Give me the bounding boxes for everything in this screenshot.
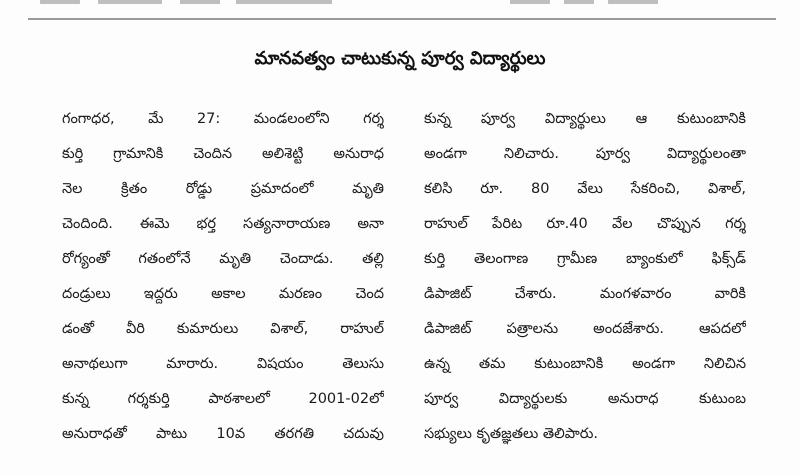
body-text-line: డిపాజిట్ పత్రాలను అందజేశారు. ఆపదలో bbox=[424, 321, 746, 337]
body-text-line: కుర్తి తెలంగాణ గ్రామీణ బ్యాంకులో ఫిక్స్‌డ్ bbox=[424, 251, 746, 267]
body-text-line: రోగ్యంతో గతంలోనే మృతి చెందాడు. తల్లి bbox=[62, 251, 384, 267]
body-text-line: కుర్తి గ్రామానికి చెందిన అలిశెట్టి అనురాధ bbox=[62, 146, 384, 162]
article-headline: మానవత్వం చాటుకున్న పూర్వ విద్యార్థులు bbox=[254, 48, 546, 69]
body-text-line: కున్న గర్శకుర్తి పాఠశాలలో 2001-02లో bbox=[62, 391, 384, 407]
body-text-line: కున్న పూర్వ విద్యార్థులు ఆ కుటుంబానికి bbox=[424, 111, 746, 127]
top-divider-rule bbox=[28, 18, 776, 20]
body-text-line: రాహుల్ పేరిట రూ.40 వేల చొప్పున గర్శ bbox=[424, 216, 746, 232]
body-text-line: సభ్యులు కృతజ్ఞతలు తెలిపారు. bbox=[424, 426, 598, 442]
body-column-right bbox=[424, 102, 746, 452]
article-body bbox=[0, 102, 800, 462]
body-text-line: నెల క్రితం రోడ్డు ప్రమాదంలో మృతి bbox=[62, 181, 384, 197]
body-column-left bbox=[62, 102, 384, 452]
body-text-line: పూర్వ విద్యార్థులకు అనురాధ కుటుంబ bbox=[424, 391, 746, 407]
body-text-line: డంతో వీరి కుమారులు విశాల్, రాహుల్ bbox=[62, 321, 384, 337]
body-text-line: గంగాధర, మే 27: మండలంలోని గర్శ bbox=[62, 111, 384, 127]
body-text-line: ఉన్న తమ కుటుంబానికి అండగా నిలిచిన bbox=[424, 356, 746, 372]
body-text-line: కలిసి రూ. 80 వేలు సేకరించి, విశాల్, bbox=[424, 181, 746, 197]
body-text-line: డిపాజిట్ చేశారు. మంగళవారం వారికి bbox=[424, 286, 746, 302]
body-text-line: దండ్రులు ఇద్దరు అకాల మరణం చెంద bbox=[62, 286, 384, 302]
body-text-line: అండగా నిలిచారు. పూర్వ విద్యార్థులంతా bbox=[424, 146, 746, 162]
body-text-line: అనురాధతో పాటు 10వ తరగతి చదువు bbox=[62, 426, 384, 442]
cropped-previous-text bbox=[40, 0, 760, 10]
body-text-line: అనాథలుగా మారారు. విషయం తెలుసు bbox=[62, 356, 384, 372]
body-text-line: చెందింది. ఈమె భర్త సత్యనారాయణ అనా bbox=[62, 216, 384, 232]
